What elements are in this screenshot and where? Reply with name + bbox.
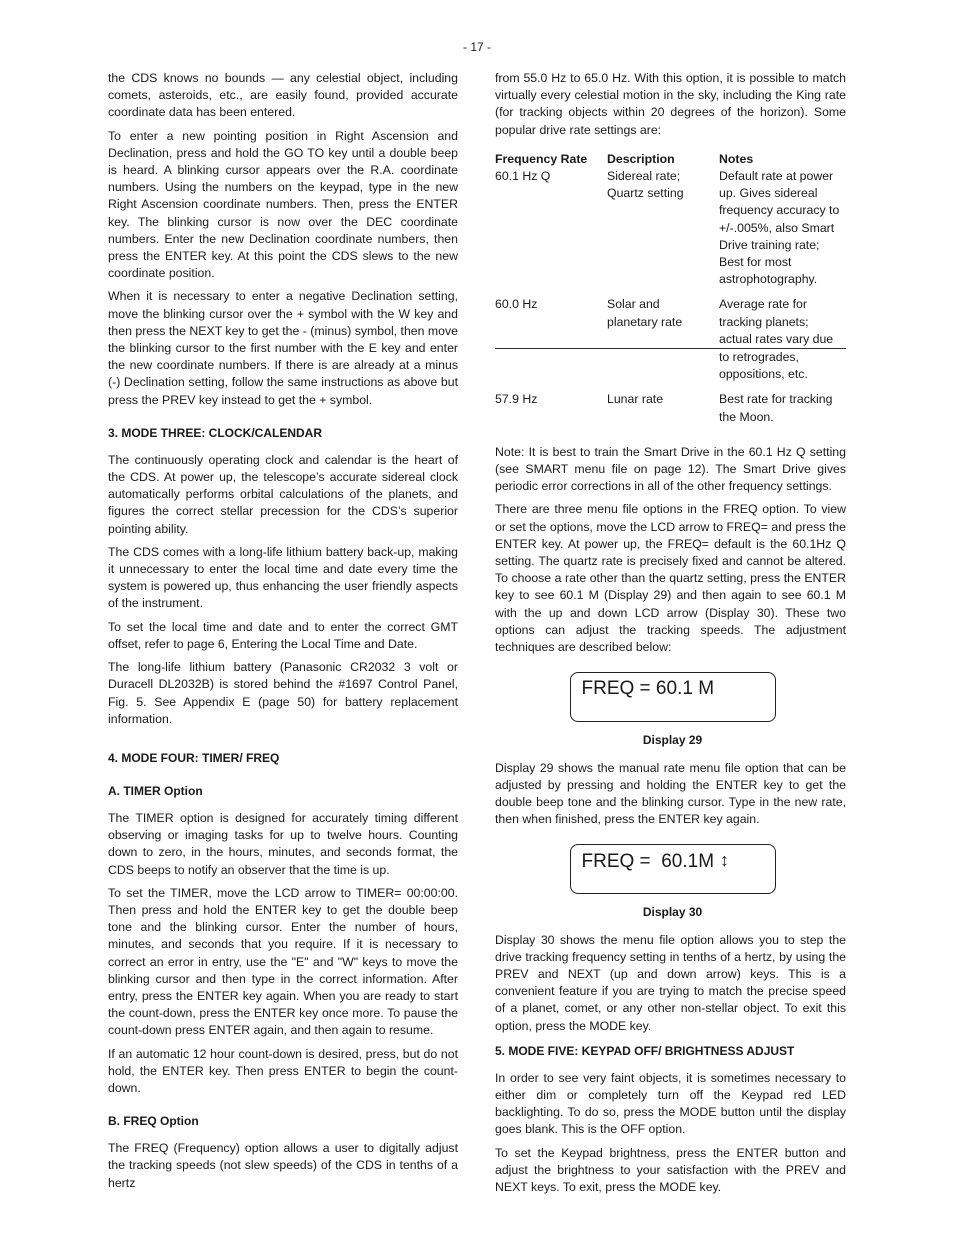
cell-line: Quartz setting — [607, 186, 684, 201]
lcd-text: FREQ = 60.1 M — [581, 678, 715, 700]
paragraph: The continuously operating clock and calendar is the heart of the CDS. At power up, the telescope’s accurate sidereal clock automatically performs orbital calculations of the planets, and figures the correct stellar precession for the CDS’s superior pointing ability. — [108, 452, 458, 536]
notes-cell — [719, 391, 846, 425]
section-heading-mode-five: 5. MODE FIVE: KEYPAD OFF/ BRIGHTNESS ADJUST — [495, 1043, 795, 1058]
display-30-caption: Display 30 — [642, 905, 703, 920]
section-heading-mode-four: 4. MODE FOUR: TIMER/ FREQ — [108, 750, 280, 765]
up-down-arrow-icon: ↕ — [720, 850, 730, 871]
page-number: - 17 - — [462, 40, 491, 54]
section-heading-mode-three: 3. MODE THREE: CLOCK/CALENDAR — [108, 425, 323, 440]
paragraph: To set the Keypad brightness, press the ENTER button and adjust the brightness to your satisfaction with the PREV and NEXT keys. To exit, press the MODE key. — [495, 1145, 846, 1194]
table-row-continued — [495, 349, 846, 384]
paragraph: The long-life lithium battery (Panasonic CR2032 3 volt or Duracell DL2032B) is stored behind the #1697 Control Panel, Fig. 5. See Appendix E (page 50) for battery replacement information. — [108, 660, 458, 726]
table-row — [495, 391, 846, 425]
lcd-display-30 — [570, 844, 776, 894]
table-header-row — [495, 151, 846, 168]
paragraph: The TIMER option is designed for accurately timing different observing or imaging tasks for up to twelve hours. Counting down to zero, in the hours, minutes, and seconds format, the CDS beeps to notify an observer that the time is up. — [108, 810, 458, 877]
cell-line: Average rate for — [719, 297, 807, 312]
table-header: Notes — [719, 151, 754, 166]
paragraph: There are three menu file options in the FREQ option. To view or set the options, move the LCD arrow to FREQ= and press the ENTER key. At power up, the FREQ= default is the 60.1Hz Q setting. The quartz rate is precisely fixed and cannot be altered. To choose a rate other than the quartz setting, press the ENTER key to see 60.1 M (Display 29) and then again to see 60.1 M with the up and down LCD arrow (Display 30). These two options can adjust the tracking speeds. The adjustment techniques are described below: — [495, 502, 846, 655]
paragraph: Note: It is best to train the Smart Drive in the 60.1 Hz Q setting (see SMART menu file on page 12). The Smart Drive gives periodic error corrections in all of the other frequency settings. — [495, 444, 846, 494]
cell-line: Best for most — [719, 255, 792, 270]
cell-line: +/-.005%, also Smart — [719, 220, 835, 235]
table-header: Frequency Rate — [495, 151, 588, 166]
paragraph: from 55.0 Hz to 65.0 Hz. With this option, it is possible to match virtually every celestial motion in the sky, including the King rate (for tracking objects within 20 degrees of the horizon). Some popular drive rate settings are: — [495, 71, 846, 137]
rate-cell: 57.9 Hz — [495, 392, 538, 407]
display-29-caption: Display 29 — [642, 733, 703, 748]
cell-line: the Moon. — [719, 409, 774, 424]
notes-cell — [719, 349, 846, 384]
lcd-text-wrapper — [582, 851, 730, 871]
subheading-timer-option: A. TIMER Option — [108, 783, 203, 798]
lcd-display-29 — [570, 672, 776, 722]
cell-line: tracking planets; — [719, 314, 809, 329]
rate-cell: 60.0 Hz — [495, 296, 607, 348]
paragraph: The FREQ (Frequency) option allows a user to digitally adjust the tracking speeds (not slew speeds) of the CDS in tenths of a hertz — [108, 1141, 458, 1190]
cell-line: up. Gives sidereal — [719, 186, 818, 201]
cell-line: Best rate for tracking — [719, 392, 833, 407]
paragraph: To set the local time and date and to enter the correct GMT offset, refer to page 6, Entering the Local Time and Date. — [108, 619, 458, 651]
cell-line: Drive training rate; — [719, 237, 820, 252]
paragraph: To enter a new pointing position in Right Ascension and Declination, press and hold the GO TO key until a double beep is heard. A blinking cursor appears over the R.A. coordinate numbers. Using the numbers on the keypad, type in the new Right Ascension coordinate numbers. Then, press the ENTER key. The blinking cursor is now over the DEC coordinate numbers. Enter the new Declination coordinate numbers, then press the ENTER key. At this point the CDS slews to the new coordinate position. — [108, 128, 458, 281]
cell-line: Sidereal rate; — [607, 169, 681, 184]
notes-cell — [719, 168, 846, 288]
table-header: Description — [607, 151, 675, 166]
cell-line: Default rate at power — [719, 169, 834, 184]
cell-line: planetary rate — [607, 314, 683, 329]
right-column — [495, 70, 846, 1196]
paragraph: To set the TIMER, move the LCD arrow to TIMER= 00:00:00. Then press and hold the ENTER key to get the double beep tone and the blinking cursor. Enter the number of hours, minutes, and seconds that you require. If it is necessary to correct an error in entry, use the "E" and "W" keys to move the blinking cursor and then type in the correct information. After entry, press the ENTER key again. When you are ready to start the count-down, press the ENTER key once more. To pause the count-down press ENTER again, and then again to resume. — [108, 885, 458, 1038]
paragraph: In order to see very faint objects, it is sometimes necessary to either dim or completely turn off the Keypad red LED backlighting. To do so, press the MODE button until the display goes blank. This is the OFF option. — [495, 1070, 846, 1137]
cell-line: to retrogrades, — [719, 350, 799, 365]
rate-cell: 60.1 Hz Q — [495, 169, 551, 184]
paragraph: When it is necessary to enter a negative Declination setting, move the blinking cursor over the + symbol with the W key and then press the NEXT key to get the - (minus) symbol, then move the blinking cursor to the first number with the E key and enter the new coordinate numbers. If there is are already at a minus (-) Declination setting, follow the same instructions as above but press the PREV key instead to get the + symbol. — [108, 289, 458, 407]
subheading-freq-option: B. FREQ Option — [108, 1114, 199, 1129]
cell-line: oppositions, etc. — [719, 367, 808, 382]
paragraph: If an automatic 12 hour count-down is desired, press, but do not hold, the ENTER key. Then press ENTER to begin the count-down. — [108, 1046, 458, 1095]
description-cell — [607, 296, 719, 348]
cell-line: Lunar rate — [607, 392, 664, 407]
cell-line: Solar and — [607, 297, 660, 312]
paragraph: Display 29 shows the manual rate menu file option that can be adjusted by pressing and holding the ENTER key to get the double beep tone and the blinking cursor. Type in the new rate, then when finished, press the ENTER key again. — [495, 760, 846, 827]
lcd-text: FREQ = 60.1M — [581, 851, 715, 873]
table-row — [495, 168, 846, 288]
notes-cell — [719, 296, 846, 348]
description-cell — [607, 391, 719, 425]
drive-rate-table — [495, 151, 846, 426]
paragraph: Display 30 shows the menu file option allows you to step the drive tracking frequency setting in tenths of a hertz, by using the PREV and NEXT (up and down arrow) keys. This is a convenient feature if you are trying to match the precise speed of a planet, comet, or any other non-stellar object. To exit this option, press the MODE key. — [495, 932, 846, 1033]
table-row — [495, 296, 846, 348]
left-column — [108, 70, 458, 1192]
paragraph: The CDS comes with a long-life lithium battery back-up, making it unnecessary to enter the local time and date every time the system is powered up, thus enhancing the user friendly aspects of the instrument. — [108, 544, 458, 611]
cell-line: frequency accuracy to — [719, 203, 840, 218]
paragraph: the CDS knows no bounds — any celestial object, including comets, asteroids, etc., are easily found, provided accurate coordinate data has been entered. — [108, 71, 458, 120]
cell-line: astrophotography. — [719, 272, 818, 287]
cell-line: actual rates vary due — [719, 331, 834, 346]
description-cell — [607, 168, 719, 288]
